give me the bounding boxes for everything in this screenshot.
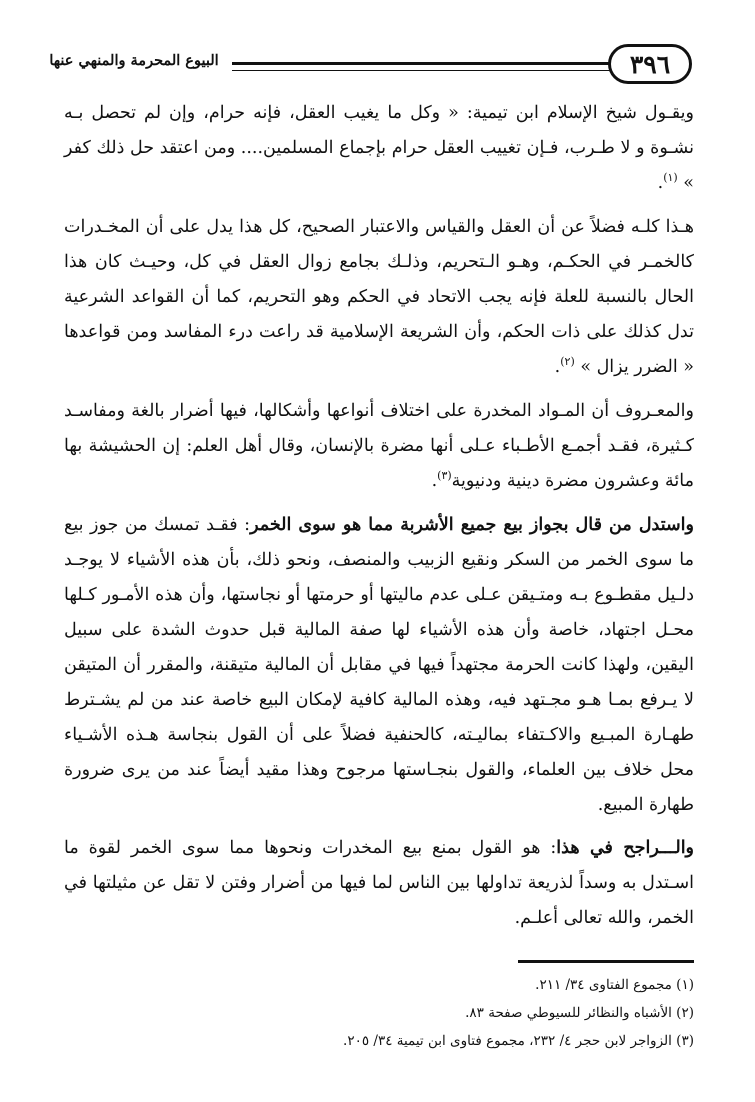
- main-text: [64, 90, 694, 944]
- footnote-3: (٣) الزواجر لابن حجر ٤/ ٢٣٢، مجموع فتاوى ابن تيمية ٣٤/ ٢٠٥.: [343, 1033, 694, 1049]
- paragraph-5: [64, 831, 694, 936]
- running-title: البيوع المحرمة والمنهي عنها: [49, 52, 219, 69]
- footnote-1: (١) مجموع الفتاوى ٣٤/ ٢١١.: [535, 977, 694, 993]
- paragraph-4-heading: واستدل من قال بجواز بيع جميع الأشربة مما هو سوى الخمر: [250, 515, 694, 535]
- header-rule-thin: [232, 70, 610, 71]
- footnote-separator: [518, 960, 694, 963]
- paragraph-3: [64, 394, 694, 500]
- paragraph-2: [64, 210, 694, 386]
- paragraph-3-text: والمعـروف أن المـواد المخدرة على اختلاف أنواعها وأشكالها، فيها أضرار بالغة ومفاسـد كـثيرة، فقـد أجمـع الأطـباء عـلى أنها مضرة بالإنسان، وقال أهل العلم: إن الحشيشة بها مائة وعشرون مضرة دينية ودنيوية: [64, 401, 694, 491]
- footnote-ref-3: (٣): [437, 469, 452, 482]
- header-rule-thick: [232, 62, 610, 65]
- paragraph-2-text: هـذا كلـه فضلاً عن أن العقل والقياس والاعتبار الصحيح، كل هذا يدل على أن المخـدرات كالخمـر في الحكـم، وهـو الـتحريم، وذلـك بجامع زوال العقل في كل، وحيـث كان هذا الحال بالنسبة للعلة فإنه يجب الاتحاد في الحكم وهو التحريم، كما أن القواعد الشرعية تدل كذلك على ذات الحكم، وأن الشريعة الإسلامية قد راعت درء المفاسد ومن قواعدها « الضرر يزال »: [64, 217, 694, 377]
- footnote-ref-1: (١): [663, 171, 678, 184]
- paragraph-4: [64, 508, 694, 823]
- footnote-ref-2: (٢): [560, 355, 575, 368]
- page-number: ٣٩٦: [608, 44, 692, 84]
- paragraph-2-end: .: [554, 357, 561, 377]
- paragraph-1-text: ويقـول شيخ الإسلام ابن تيمية: « وكل ما يغيب العقل، فإنه حرام، وإن لم تحصل بـه نشـوة و لا طـرب، فـإن تغييب العقل حرام بإجماع المسلمين.... ومن اعتقد حل ذلك كفر »: [64, 103, 694, 193]
- footnotes: [64, 960, 694, 1055]
- paragraph-5-heading: والـــراجح في هذا: [556, 838, 695, 858]
- paragraph-1-end: .: [657, 173, 664, 193]
- paragraph-5-text: : هو القول بمنع بيع المخدرات ونحوها مما سوى الخمر لقوة ما اسـتدل به وسداً لذريعة تداولها بين الناس لما فيها من أضرار وفتن لا تقل عن مثيلتها في الخمر، والله تعالى أعلـم.: [64, 838, 694, 928]
- paragraph-3-end: .: [431, 471, 438, 491]
- footnote-2: (٢) الأشباه والنظائر للسيوطي صفحة ٨٣.: [465, 1005, 694, 1021]
- page-header: [0, 0, 755, 90]
- paragraph-4-text: : فقـد تمسك من جوز بيع ما سوى الخمر من السكر ونقيع الزبيب والمنصف، ونحو ذلك، بأن هذه الأشياء لا يوجـد دلـيل مقطـوع بـه ومتـيقن عـلى عدم ماليتها أو حرمتها أو نجاستها، وأن هذه الأمـور كـلها محـل اجتهاد، خاصة وأن هذه الأشياء لها صفة المالية قبل حدوث الشدة على سبيل اليقين، ولهذا كانت الحرمة مجتهداً فيها في مقابل أن المالية متيقنة، والمقرر أن المتيقن لا يـرفع بمـا هـو مجـتهد فيه، وهذه المالية كافية لإمكان البيع خاصة عند من لم يشـترط طهـارة المبـيع والاكـتفاء بماليـته، كالحنفية فضلاً على أن القول بنجاسة هـذه الأشـياء محل خلاف بين العلماء، والقول بنجـاستها مرجوح وهذا مقيد أيضاً عند من يرى ضرورة طهارة المبيع.: [64, 515, 694, 815]
- paragraph-1: [64, 96, 694, 202]
